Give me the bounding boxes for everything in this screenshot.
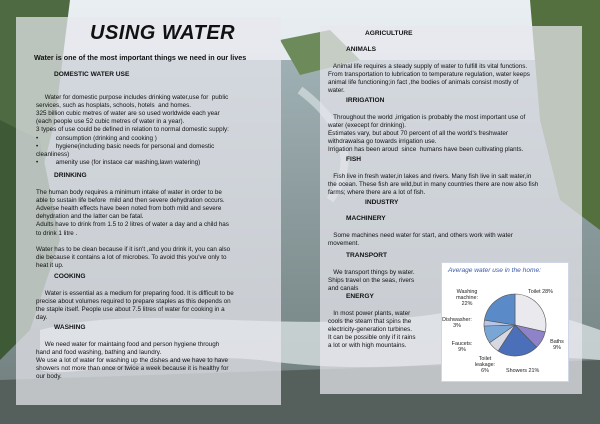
text-line: Adults have to drink from 1.5 to 2 litres of water a day and a child has — [36, 221, 229, 229]
text-line: Water has to be clean because if it isn't ,and you drink it, you can also — [36, 245, 231, 253]
text-line: hand and food washing, bathing and laundry. — [36, 349, 162, 357]
text-line: cools the steam that spins the — [328, 318, 412, 326]
text-line: In most power plants, water — [328, 310, 411, 318]
text-line: heat it up. — [36, 261, 64, 269]
drinking-text — [36, 181, 230, 278]
water-use-chart — [441, 262, 569, 382]
text-line: day. — [36, 314, 48, 322]
label-line: leakage: — [474, 362, 496, 368]
text-line: the staple itself. People use about 7.5 litres of water for cooking in a — [36, 306, 225, 314]
text-line: die because it contains a lot of microbes. To avoid this you've only to — [36, 253, 227, 261]
label-line: 6% — [481, 368, 489, 374]
text-line: 3 types of use could be defined in relation to normal domestic supply: — [36, 126, 229, 134]
label-baths-text: Baths 9% — [550, 339, 564, 351]
text-line: animal life functioning;in fact ,the bodies of animals consist mostly of — [328, 79, 519, 87]
text-line: a lot or with high mountains. — [328, 342, 407, 350]
label-line: Toilet — [478, 356, 492, 362]
fish-heading: FISH — [346, 156, 362, 163]
text-line: Ships travel on the seas, rivers — [328, 277, 415, 285]
pie-slice-washing-machine — [484, 294, 515, 325]
text-line: • hygiene(including basic needs for personal and domestic — [36, 142, 215, 150]
intro-text: Water is one of the most important things we need in our lives — [34, 53, 247, 62]
label-line: machine: — [456, 295, 478, 301]
text-line: electricity-generation turbines. — [328, 326, 412, 334]
text-line: farms; where there are a lot of fish. — [328, 189, 426, 197]
washing-text — [36, 333, 229, 390]
text-line: movement. — [328, 240, 360, 248]
label-line: Washing — [456, 289, 478, 295]
label-washing-machine — [452, 289, 482, 307]
text-line: Estimates vary, but about 70 percent of all the world's freshwater — [328, 130, 508, 138]
text-line: From transportation to lubrication to temperature regulation, water keeps — [328, 71, 530, 79]
text-line: We transport things by water. — [328, 269, 415, 277]
text-line: Fish live in fresh water,in lakes and rivers. Many fish live in salt water,in — [328, 173, 532, 181]
text-line: The human body requires a minimum intake of water in order to be — [36, 189, 222, 197]
text-line: We use a lot of water for washing up the dishes and we have to have — [36, 357, 229, 365]
text-line: and canals — [328, 285, 359, 293]
text-line: water (execept for drinking). — [328, 122, 407, 130]
label-showers: Showers 21% — [506, 368, 540, 374]
label-line: 3% — [453, 323, 461, 329]
text-line: Animal life requires a steady supply of water to fulfill its vital functions. — [328, 63, 528, 71]
text-line: 325 billion cubic metres of water are so used worldwide each year — [36, 110, 220, 118]
domestic-text — [36, 86, 229, 175]
label-toilet-leakage — [472, 356, 498, 374]
label-baths — [546, 339, 568, 351]
fish-text — [328, 165, 538, 205]
label-line: 9% — [458, 347, 466, 353]
text-line: Water for domestic purpose includes drinking water,use for public — [36, 94, 229, 102]
text-line: the ocean. These fish are wild,but in many countries there are now also fish — [328, 181, 539, 189]
drinking-heading: DRINKING — [54, 172, 87, 179]
text-line: cleanliness) — [36, 150, 70, 158]
text-line: services, such as hosplats, schools, hotels and homes. — [36, 102, 192, 110]
text-line: • consumption (drinking and cooking ) — [36, 134, 157, 142]
text-line: Throughout the world ,irrigation is probably the most important use of — [328, 114, 526, 122]
text-line: dehydration and the latter can be fatal. — [36, 213, 144, 221]
machinery-heading: MACHINERY — [346, 215, 386, 222]
label-line: Faucets: — [451, 341, 473, 347]
label-dishwasher — [442, 317, 472, 329]
transport-heading: TRANSPORT — [346, 252, 388, 259]
animals-heading: ANIMALS — [346, 46, 377, 53]
energy-text — [328, 302, 416, 359]
text-line: water. — [328, 87, 345, 95]
chart-title: Average water use in the home: — [448, 267, 541, 274]
energy-heading: ENERGY — [346, 293, 374, 300]
label-faucets — [450, 341, 474, 353]
text-line: We need water for maintaing food and person hygiene through — [36, 341, 220, 349]
label-line: Dishwasher: — [442, 317, 472, 323]
page-title: USING WATER — [90, 22, 236, 44]
spacer — [36, 238, 230, 246]
label-toilet: Toilet 28% — [528, 289, 553, 295]
text-line: able to sustain life before mild and then severe dehydration occurs. — [36, 197, 225, 205]
text-line: to drink 1 litre . — [36, 229, 78, 237]
text-line: Some machines need water for start, and others work with water — [328, 232, 513, 240]
text-line: precise about volumes required to prepare staples as this depends on — [36, 298, 231, 306]
text-line: our body. — [36, 373, 62, 381]
agriculture-heading: AGRICULTURE — [365, 30, 413, 37]
domestic-heading: DOMESTIC WATER USE — [54, 71, 130, 78]
text-line: It can be possible only if it rains — [328, 334, 416, 342]
irrigation-heading: IRRIGATION — [346, 97, 385, 104]
label-line: 22% — [461, 301, 473, 307]
text-line: Water is essential as a medium for preparing food. It is difficult to be — [36, 290, 234, 298]
cooking-heading: COOKING — [54, 273, 86, 280]
washing-heading: WASHING — [54, 324, 86, 331]
text-line: withdrawalsa go towards irrigation use. — [328, 138, 437, 146]
industry-heading: INDUSTRY — [365, 199, 399, 206]
text-line: (each people use 52 cubic metres of water in a year). — [36, 118, 185, 126]
text-line: Adverse health effects have been noted from both mild and severe — [36, 205, 222, 213]
text-line: • amenity use (for instace car washing,lawn watering) — [36, 158, 201, 166]
text-line: Irrigation has been aroud since humans have been cultivating plants. — [328, 146, 524, 154]
irrigation-text — [328, 106, 525, 163]
text-line: showers not more than once or twice a week because it is healthy for — [36, 365, 229, 373]
